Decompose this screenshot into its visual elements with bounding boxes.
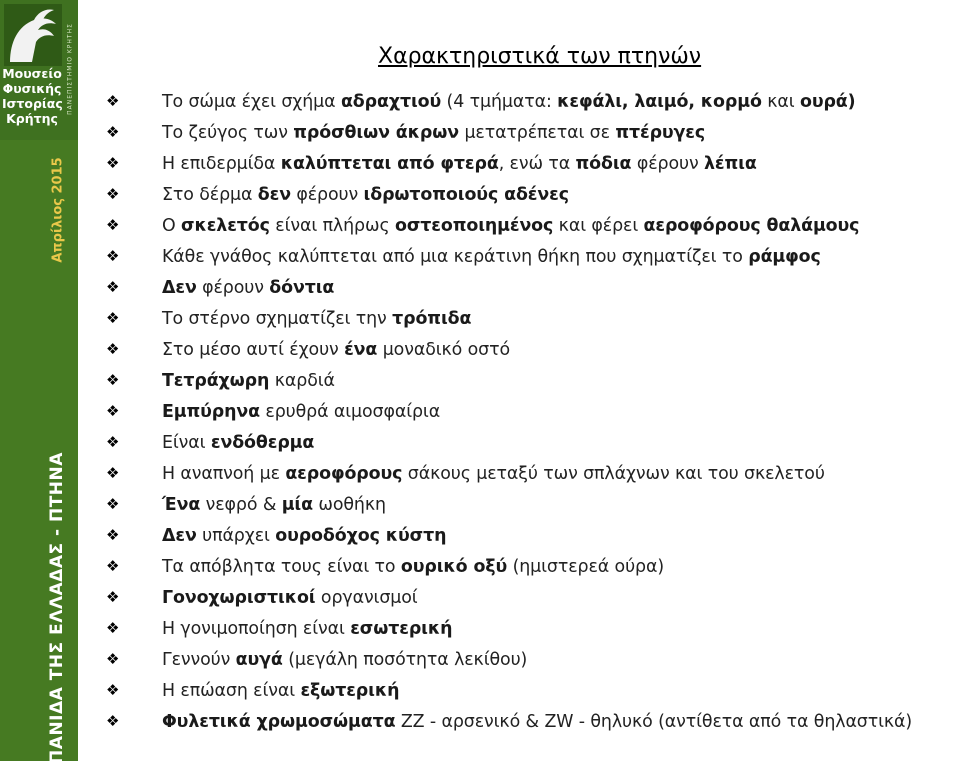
list-item: [106, 303, 958, 334]
characteristics-list: [106, 86, 958, 737]
list-item: [106, 148, 958, 179]
text-run: είναι πλήρως: [269, 215, 395, 236]
text-run: υπάρχει: [196, 525, 276, 546]
bold-term: ενδόθερμα: [210, 432, 315, 453]
university-label-wrap: [63, 4, 77, 134]
bold-term: εσωτερική: [350, 618, 453, 639]
bold-term: ουρικό οξύ: [400, 556, 508, 577]
list-item: [106, 272, 958, 303]
bold-term: αεροφόρους: [285, 463, 403, 484]
list-item: [106, 706, 958, 737]
text-run: Η επώαση είναι: [162, 680, 301, 701]
diamond-bullet-icon: ❖: [106, 309, 120, 327]
bold-term: καλύπτεται από φτερά: [280, 153, 499, 174]
diamond-bullet-icon: ❖: [106, 154, 120, 172]
bold-term: ιδρωτοποιούς αδένες: [363, 184, 569, 205]
text-run: Η αναπνοή με: [162, 463, 286, 484]
list-item-text: [162, 309, 471, 329]
list-item: [106, 551, 958, 582]
text-run: Είναι: [162, 432, 211, 453]
diamond-bullet-icon: ❖: [106, 340, 120, 358]
bold-term: μία: [281, 494, 313, 515]
bold-term: ουροδόχος κύστη: [275, 525, 447, 546]
bold-term: πόδια: [575, 153, 632, 174]
bold-term: εξωτερική: [300, 680, 400, 701]
diamond-bullet-icon: ❖: [106, 588, 120, 606]
bold-term: σκελετός: [181, 215, 270, 236]
text-run: μοναδικό οστό: [377, 339, 511, 360]
text-run: φέρουν: [196, 277, 270, 298]
list-item-text: [162, 154, 757, 174]
diamond-bullet-icon: ❖: [106, 247, 120, 265]
bold-term: δόντια: [269, 277, 335, 298]
text-run: Γεννούν: [162, 649, 236, 670]
list-item-text: [162, 216, 859, 236]
text-run: (μεγάλη ποσότητα λεκίθου): [282, 649, 528, 670]
list-item: [106, 675, 958, 706]
bold-term: αεροφόρους θαλάμους: [643, 215, 860, 236]
list-item: [106, 644, 958, 675]
list-item: [106, 489, 958, 520]
bold-term: πτέρυγες: [615, 122, 706, 143]
text-run: και φέρει: [553, 215, 644, 236]
museum-logo: [0, 0, 78, 140]
text-run: Το σώμα έχει σχήμα: [162, 91, 341, 112]
slide-title: Χαρακτηριστικά των πτηνών: [378, 44, 702, 69]
text-run: ZZ - αρσενικό & ZW - θηλυκό (αντίθετα από τα θηλαστικά): [395, 711, 913, 732]
diamond-bullet-icon: ❖: [106, 402, 120, 420]
list-item-text: [162, 619, 452, 639]
date-label: Απρίλιος 2015: [50, 157, 66, 263]
list-item: [106, 210, 958, 241]
diamond-bullet-icon: ❖: [106, 557, 120, 575]
text-run: Το στέρνο σχηματίζει την: [162, 308, 393, 329]
bold-term: Φυλετικά χρωμοσώματα: [162, 711, 396, 732]
bold-term: αυγά: [235, 649, 283, 670]
list-item: [106, 458, 958, 489]
list-item-text: [162, 92, 856, 112]
text-run: Στο δέρμα: [162, 184, 258, 205]
text-run: (ημιστερεά ούρα): [507, 556, 665, 577]
diamond-bullet-icon: ❖: [106, 464, 120, 482]
diamond-bullet-icon: ❖: [106, 526, 120, 544]
bold-term: ράμφος: [748, 246, 821, 267]
bold-term: πρόσθιων άκρων: [293, 122, 460, 143]
bold-term: Δεν: [162, 525, 197, 546]
list-item: [106, 86, 958, 117]
text-run: φέρουν: [290, 184, 364, 205]
list-item-text: [162, 278, 334, 298]
text-run: ωοθήκη: [312, 494, 386, 515]
text-run: , ενώ τα: [498, 153, 576, 174]
list-item: [106, 427, 958, 458]
list-item: [106, 396, 958, 427]
list-item: [106, 179, 958, 210]
diamond-bullet-icon: ❖: [106, 92, 120, 110]
text-run: Η επιδερμίδα: [162, 153, 281, 174]
list-item-text: [162, 495, 386, 515]
text-run: και: [761, 91, 800, 112]
text-run: Ο: [162, 215, 182, 236]
list-item-text: [162, 526, 446, 546]
bold-term: οστεοποιημένος: [394, 215, 554, 236]
ibex-logo-icon: [4, 4, 62, 66]
text-run: νεφρό &: [200, 494, 282, 515]
bold-term: λέπια: [704, 153, 757, 174]
diamond-bullet-icon: ❖: [106, 681, 120, 699]
bold-term: Εμπύρηνα: [162, 401, 260, 422]
diamond-bullet-icon: ❖: [106, 185, 120, 203]
list-item-text: [162, 681, 399, 701]
text-run: οργανισμοί: [315, 587, 418, 608]
list-item: [106, 365, 958, 396]
list-item-text: [162, 185, 569, 205]
diamond-bullet-icon: ❖: [106, 619, 120, 637]
list-item-text: [162, 588, 418, 608]
section-label-wrap: [40, 451, 74, 763]
list-item: [106, 520, 958, 551]
text-run: μετατρέπεται σε: [459, 122, 616, 143]
list-item-text: [162, 123, 705, 143]
bold-term: ουρά): [799, 91, 856, 112]
section-label: ΠΑΝΙΔΑ ΤΗΣ ΕΛΛΑΔΑΣ - ΠΤΗΝΑ: [47, 451, 67, 763]
list-item-text: [162, 371, 335, 391]
list-item: [106, 241, 958, 272]
bold-term: Δεν: [162, 277, 197, 298]
text-run: σάκους μεταξύ των σπλάχνων και του σκελετού: [402, 463, 825, 484]
bold-term: Τετράχωρη: [162, 370, 270, 391]
text-run: Τα απόβλητα τους είναι το: [162, 556, 401, 577]
logo-line: Κρήτης: [6, 111, 58, 126]
diamond-bullet-icon: ❖: [106, 495, 120, 513]
bold-term: κεφάλι, λαιμό, κορμό: [557, 91, 762, 112]
list-item-text: [162, 433, 314, 453]
list-item: [106, 117, 958, 148]
diamond-bullet-icon: ❖: [106, 278, 120, 296]
list-item: [106, 613, 958, 644]
date-wrap: [44, 157, 72, 263]
diamond-bullet-icon: ❖: [106, 433, 120, 451]
text-run: Κάθε γνάθος καλύπτεται από μια κεράτινη θήκη που σχηματίζει το: [162, 246, 749, 267]
list-item: [106, 582, 958, 613]
text-run: Στο μέσο αυτί έχουν: [162, 339, 345, 360]
diamond-bullet-icon: ❖: [106, 216, 120, 234]
bold-term: ένα: [344, 339, 378, 360]
diamond-bullet-icon: ❖: [106, 123, 120, 141]
list-item-text: [162, 650, 527, 670]
museum-name: [2, 66, 62, 126]
text-run: ερυθρά αιμοσφαίρια: [260, 401, 441, 422]
diamond-bullet-icon: ❖: [106, 371, 120, 389]
text-run: φέρουν: [631, 153, 704, 174]
logo-line: Φυσικής: [2, 81, 62, 96]
bold-term: Γονοχωριστικοί: [162, 587, 316, 608]
text-run: Η γονιμοποίηση είναι: [162, 618, 351, 639]
logo-line: Ιστορίας: [2, 96, 63, 111]
sidebar: [0, 0, 78, 761]
list-item-text: [162, 464, 825, 484]
diamond-bullet-icon: ❖: [106, 712, 120, 730]
list-item-text: [162, 340, 510, 360]
university-label: ΠΑΝΕΠΙΣΤΗΜΙΟ ΚΡΗΤΗΣ: [66, 23, 74, 115]
bold-term: δεν: [257, 184, 291, 205]
text-run: Το ζεύγος των: [162, 122, 294, 143]
list-item-text: [162, 712, 912, 732]
bold-term: Ένα: [162, 494, 201, 515]
bold-term: τρόπιδα: [392, 308, 472, 329]
text-run: (4 τμήματα:: [441, 91, 558, 112]
diamond-bullet-icon: ❖: [106, 650, 120, 668]
text-run: καρδιά: [269, 370, 335, 391]
list-item-text: [162, 402, 440, 422]
list-item-text: [162, 557, 664, 577]
list-item-text: [162, 247, 821, 267]
bold-term: αδραχτιού: [340, 91, 442, 112]
list-item: [106, 334, 958, 365]
logo-line: Μουσείο: [2, 66, 62, 81]
